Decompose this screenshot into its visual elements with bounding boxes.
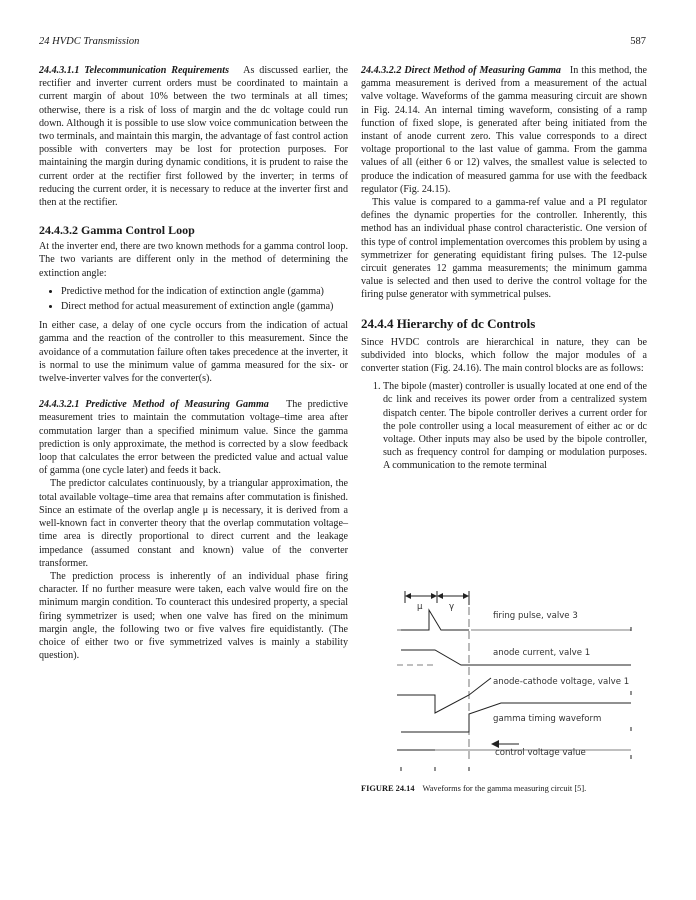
running-head: 24 HVDC Transmission [39, 36, 140, 47]
control-blocks-list [361, 380, 647, 472]
text-telecom: As discussed earlier, the rectifier and inverter current orders must be coordinated to maintain a current margin of about 10% between the two terminals at all times; otherwise, there is a risk of loss of margin and the dc voltage could run down. Although it is possible to use slow voice communication between the two terminals, and maintain this margin, the advantage of fast control action possible with converters may be lost for protection purposes. For maintaining the margin during dynamic conditions, it is prudent to raise the current order at the rectifier first followed by the inverter; in terms of reducing the current order, it is necessary to reduce at the inverter first and then at the rectifier. [39, 65, 349, 209]
paragraph-predictive-3: The prediction process is inherently of an individual phase firing character. If no further measure were taken, each valve would fire on the minimum margin condition. To counteract this undesired property, a special firing symmetrizer is used; when one valve has fired on the minimum margin angle, the following two or five valves fire equidistantly. (The choice of either two or five symmetrized valves is mainly a stability question). [39, 570, 348, 662]
gamma-methods-list [39, 285, 348, 313]
figure-label: FIGURE 24.14 [361, 784, 415, 793]
text-predictive-1: The predictive measurement tries to maintain the commutation voltage–time area after commutation larger than a specified minimum value. Since the gamma prediction is only approximate, the method is corrected by a slow feedback loop that calculates the error between the predicted value and actual value of gamma (one cycle later) and feeds it back. [39, 399, 348, 477]
paragraph-direct-2: This value is compared to a gamma-ref value and a PI regulator defines the dynamic properties for the controller. Inherently, this method has an individual phase control characteristic. One version of this type of control implementation overcomes this problem by using a symmetrizer for generating equidistant firing pulses. The 12-pulse circuit generates 12 gamma measurements; the minimum gamma value is selected and then used to derive the control voltage for the firing pulse generator with symmetrical pulses. [361, 197, 647, 301]
paragraph-direct-1 [361, 64, 647, 196]
waveform-diagram [361, 583, 647, 779]
page-header [39, 36, 646, 50]
list-item: • Direct method for actual measurement of extinction angle (gamma) [61, 300, 348, 313]
figure-caption [361, 783, 647, 794]
firing-pulse-trace [401, 610, 469, 630]
label-anode-current: anode current, valve 1 [493, 648, 591, 658]
heading-gamma-control-loop: 24.4.3.2 Gamma Control Loop [39, 223, 195, 238]
heading-telecom-requirements: 24.4.3.1.1 Telecommunication Requirements [39, 65, 230, 76]
paragraph-predictive-1 [39, 398, 348, 477]
paragraph-telecom [39, 64, 348, 209]
anode-cathode-voltage-trace [397, 678, 491, 713]
text-direct-1: In this method, the gamma measurement is derived from a measurement of the actual valve voltage. Waveforms of the gamma measuring circuit are shown in Fig. 24.14. An internal timing waveform, consisting of a ramp function of fixed slope, is generated after being initiated from the instant of anode current zero. This value corresponds to a direct voltage proportional to the last value of gamma. From the gamma values of all (either 6 or 12) valves, the smallest value is selected to produce the indication of measured gamma for use with the feedback regulator (Fig. 24.15). [361, 65, 647, 195]
heading-direct-method: 24.4.3.2.2 Direct Method of Measuring Gamma [361, 65, 561, 76]
label-gamma-timing: gamma timing waveform [493, 714, 602, 724]
left-column [39, 64, 348, 662]
heading-predictive-method: 24.4.3.2.1 Predictive Method of Measuring Gamma [39, 399, 269, 411]
list-item: • Predictive method for the indication of extinction angle (gamma) [61, 285, 348, 298]
paragraph-gamma-after: In either case, a delay of one cycle occurs from the indication of actual gamma and the reaction of the controller to this measurement. Since the avoidance of a commutation failure often takes precedence at the inverter, it is normal to use the minimum value of gamma measured for the six- or twelve-inverter valves for the converter(s). [39, 320, 348, 385]
heading-hierarchy-dc-controls: 24.4.4 Hierarchy of dc Controls [361, 315, 536, 331]
label-anode-cathode-voltage: anode-cathode voltage, valve 1 [493, 677, 630, 687]
gamma-symbol: γ [449, 602, 455, 612]
paragraph-gamma-intro: At the inverter end, there are two known methods for a gamma control loop. The two variants are different only in the method of determining the extinction angle: [39, 241, 348, 279]
control-voltage-pointer [491, 740, 519, 748]
page-number: 587 [630, 36, 646, 47]
mu-symbol: μ [417, 602, 423, 612]
figure-24-14 [361, 583, 647, 779]
caption-text: Waveforms for the gamma measuring circuit [5]. [422, 784, 587, 793]
label-control-voltage: control voltage value [495, 748, 586, 758]
label-firing-pulse: firing pulse, valve 3 [493, 611, 578, 621]
right-column [361, 64, 647, 473]
paragraph-hierarchy-intro: Since HVDC controls are hierarchical in nature, they can be subdivided into blocks, which follow the major modules of a converter station (Fig. 24.16). The main control blocks are as follows: [361, 336, 647, 375]
paragraph-predictive-2: The predictor calculates continuously, by a triangular approximation, the total available voltage–time area that remains after commutation is finished. Since an estimate of the overlap angle μ is necessary, it is derived from a well-known fact in converter theory that the overlap commutation voltage–time area is directly proportional to direct current and the leakage impedance (assumed constant and known) value of the converter transformer. [39, 478, 348, 569]
list-item: 1. The bipole (master) controller is usually located at one end of the dc link and receives its power order from a centralized system dispatch center. The bipole controller derives a current order for the pole controller using a local measurement of either ac or dc voltage. Other inputs may also be used by the bipole controller, such as frequency control for damping or modulation purposes. A communication to the remote terminal [383, 380, 647, 472]
